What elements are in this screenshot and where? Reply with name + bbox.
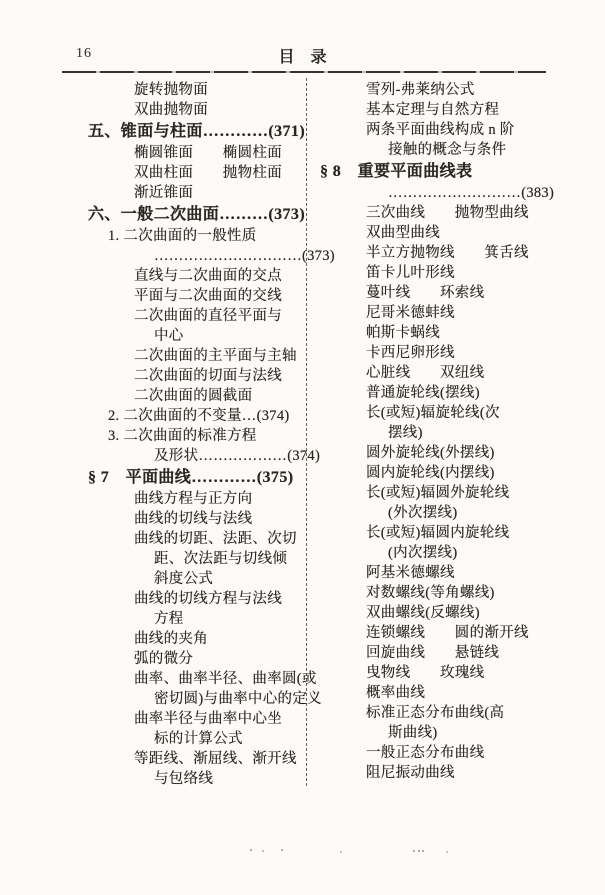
toc-line: 与包络线: [154, 771, 214, 787]
toc-line: 3. 二次曲面的标准方程: [108, 428, 257, 444]
toc-line: 摆线): [388, 425, 423, 441]
toc-line: 旋转抛物面: [134, 82, 208, 98]
toc-line: 曲率半径与曲率中心坐: [134, 711, 282, 727]
toc-line: 基本定理与自然方程: [366, 102, 500, 118]
toc-line: ………………………(383): [388, 185, 555, 201]
toc-line: 弧的微分: [134, 651, 194, 667]
toc-line: 回旋曲线 悬链线: [366, 645, 500, 661]
toc-line: 圆内旋轮线(内摆线): [366, 465, 495, 481]
toc-line: 距、次法距与切线倾: [154, 551, 288, 567]
toc-line: 两条平面曲线构成 n 阶: [366, 122, 515, 138]
toc-line: 双曲型曲线: [366, 225, 440, 241]
scan-noise: [250, 849, 252, 851]
toc-section-heading: 六、一般二次曲面………(373): [88, 206, 306, 223]
toc-line: (外次摆线): [388, 505, 458, 521]
toc-line: 连锁螺线 圆的渐开线: [366, 625, 529, 641]
toc-line: 一般正态分布曲线: [366, 745, 485, 761]
toc-line: 半立方抛物线 箕舌线: [366, 245, 529, 261]
toc-line: 帕斯卡蜗线: [366, 325, 440, 341]
toc-line: 1. 二次曲面的一般性质: [108, 228, 257, 244]
toc-line: 曲线的切线与法线: [134, 511, 253, 527]
toc-line: (内次摆线): [388, 545, 458, 561]
toc-line: 曲线的夹角: [134, 631, 208, 647]
toc-line: 长(或短)辐圆内旋轮线: [366, 525, 510, 541]
toc-line: 二次曲面的切面与法线: [134, 368, 282, 384]
toc-line: 二次曲面的直径平面与: [134, 308, 282, 324]
toc-line: 长(或短)辐旋轮线(次: [366, 405, 500, 421]
toc-line: 二次曲面的圆截面: [134, 388, 253, 404]
toc-line: 2. 二次曲面的不变量…(374): [108, 408, 290, 424]
toc-line: …………………………(373): [154, 248, 335, 264]
toc-line: 三次曲线 抛物型曲线: [366, 205, 529, 221]
toc-line: 标的计算公式: [154, 731, 243, 747]
toc-line: 二次曲面的主平面与主轴: [134, 348, 297, 364]
page-title: 目 录: [278, 49, 327, 66]
toc-line: 双曲螺线(反螺线): [366, 605, 480, 621]
toc-line: 阿基米德螺线: [366, 565, 455, 581]
toc-line: 方程: [154, 611, 184, 627]
toc-line: 雪列-弗莱纳公式: [366, 82, 475, 98]
toc-line: 卡西尼卵形线: [366, 345, 455, 361]
toc-line: 心脏线 双纽线: [366, 365, 485, 381]
page-number: 16: [76, 46, 92, 61]
left-column: [62, 80, 335, 789]
toc-section-heading: 五、锥面与柱面…………(371): [88, 123, 306, 140]
toc-line: 阻尼振动曲线: [366, 765, 455, 781]
toc-section-heading: § 8 重要平面曲线表: [320, 163, 473, 180]
toc-line: 双曲柱面 抛物柱面: [134, 165, 282, 181]
toc-line: 普通旋轮线(摆线): [366, 385, 480, 401]
toc-line: 曲线的切线方程与法线: [134, 591, 282, 607]
toc-line: 曳物线 玫瑰线: [366, 665, 485, 681]
toc-line: 直线与二次曲面的交点: [134, 268, 282, 284]
toc-line: 密切圆)与曲率中心的定义: [154, 691, 322, 707]
toc-line: 渐近锥面: [134, 185, 194, 201]
toc-line: 曲线方程与正方向: [134, 491, 253, 507]
toc-line: 蔓叶线 环索线: [366, 285, 485, 301]
toc-line: 斜度公式: [154, 571, 214, 587]
toc-line: 曲率、曲率半径、曲率圆(或: [134, 671, 317, 687]
toc-line: 圆外旋轮线(外摆线): [366, 445, 495, 461]
toc-line: 双曲抛物面: [134, 102, 208, 118]
toc-line: 及形状………………(374): [154, 448, 321, 464]
toc-line: 椭圆锥面 椭圆柱面: [134, 145, 282, 161]
toc-line: 中心: [154, 328, 184, 344]
toc-line: 标准正态分布曲线(高: [366, 705, 505, 721]
toc-line: 接触的概念与条件: [388, 142, 507, 158]
toc-line: 笛卡儿叶形线: [366, 265, 455, 281]
toc-line: 概率曲线: [366, 685, 426, 701]
toc-line: 曲线的切距、法距、次切: [134, 531, 297, 547]
toc-line: 等距线、渐屈线、渐开线: [134, 751, 297, 767]
toc-line: 平面与二次曲面的交线: [134, 288, 282, 304]
toc-line: 尼哥米德蚌线: [366, 305, 455, 321]
right-column: [318, 80, 555, 783]
toc-line: 对数螺线(等角螺线): [366, 585, 495, 601]
toc-line: 斯曲线): [388, 725, 438, 741]
toc-line: 长(或短)辐圆外旋轮线: [366, 485, 510, 501]
header-rule: [62, 71, 546, 73]
toc-section-heading: § 7 平面曲线…………(375): [88, 469, 294, 486]
